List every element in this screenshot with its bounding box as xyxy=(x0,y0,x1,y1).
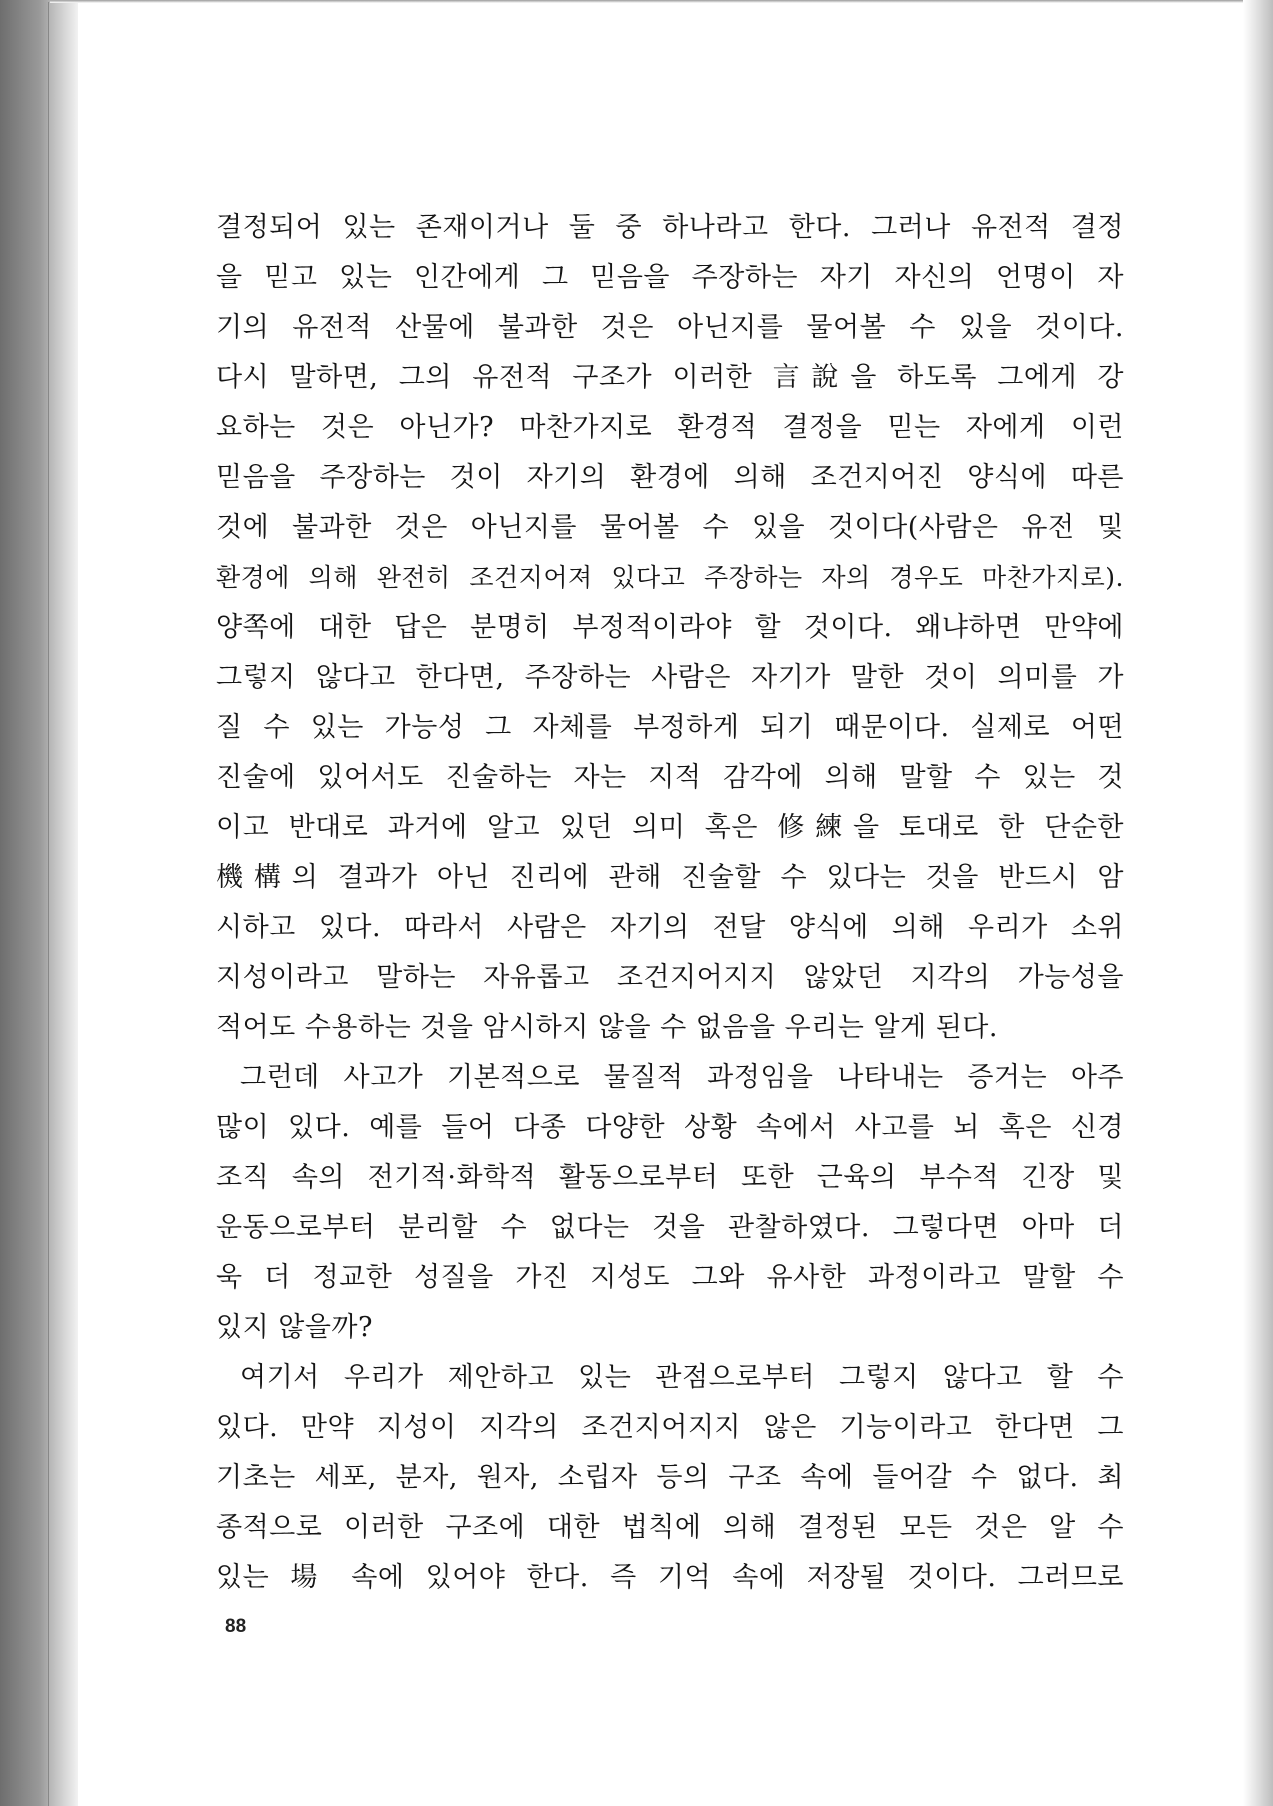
text-line: 그런데 사고가 기본적으로 물질적 과정임을 나타내는 증거는 아주 xyxy=(240,1062,1124,1093)
text-line: 기초는 세포, 분자, 원자, 소립자 등의 구조 속에 들어갈 수 없다. 최 xyxy=(216,1462,1124,1493)
text-line: 운동으로부터 분리할 수 없다는 것을 관찰하였다. 그렇다면 아마 더 xyxy=(216,1212,1124,1243)
text-line: 여기서 우리가 제안하고 있는 관점으로부터 그렇지 않다고 할 수 xyxy=(240,1362,1124,1393)
text-line: 다시 말하면, 그의 유전적 구조가 이러한 言說을 하도록 그에게 강 xyxy=(216,362,1124,393)
text-line: 지성이라고 말하는 자유롭고 조건지어지지 않았던 지각의 가능성을 xyxy=(216,962,1124,993)
text-line: 것에 불과한 것은 아닌지를 물어볼 수 있을 것이다(사람은 유전 및 xyxy=(216,512,1124,543)
text-line: 양쪽에 대한 답은 분명히 부정적이라야 할 것이다. 왜냐하면 만약에 xyxy=(216,612,1124,643)
text-line: 적어도 수용하는 것을 암시하지 않을 수 없음을 우리는 알게 된다. xyxy=(216,1012,998,1043)
text-line: 조직 속의 전기적·화학적 활동으로부터 또한 근육의 부수적 긴장 및 xyxy=(216,1162,1124,1193)
body-text xyxy=(216,203,1124,1603)
text-line: 있다. 만약 지성이 지각의 조건지어지지 않은 기능이라고 한다면 그 xyxy=(216,1412,1124,1443)
text-line: 機構의 결과가 아닌 진리에 관해 진술할 수 있다는 것을 반드시 암 xyxy=(216,862,1124,893)
text-line: 이고 반대로 과거에 알고 있던 의미 혹은 修練을 토대로 한 단순한 xyxy=(216,812,1124,843)
text-line: 을 믿고 있는 인간에게 그 믿음을 주장하는 자기 자신의 언명이 자 xyxy=(216,262,1124,293)
page-spine-shadow xyxy=(48,2,79,1806)
text-line: 믿음을 주장하는 것이 자기의 환경에 의해 조건지어진 양식에 따른 xyxy=(216,462,1124,493)
text-line: 진술에 있어서도 진술하는 자는 지적 감각에 의해 말할 수 있는 것 xyxy=(216,762,1124,793)
page-number: 88 xyxy=(225,1616,247,1637)
text-line: 많이 있다. 예를 들어 다종 다양한 상황 속에서 사고를 뇌 혹은 신경 xyxy=(216,1112,1124,1143)
text-line: 있지 않을까? xyxy=(216,1312,373,1343)
text-line: 요하는 것은 아닌가? 마찬가지로 환경적 결정을 믿는 자에게 이런 xyxy=(216,412,1124,443)
text-line: 욱 더 정교한 성질을 가진 지성도 그와 유사한 과정이라고 말할 수 xyxy=(216,1262,1124,1293)
page-top-edge xyxy=(50,0,1250,3)
page-edge-right xyxy=(1243,0,1273,1806)
text-line: 있는 場 속에 있어야 한다. 즉 기억 속에 저장될 것이다. 그러므로 xyxy=(216,1562,1124,1593)
text-line: 종적으로 이러한 구조에 대한 법칙에 의해 결정된 모든 것은 알 수 xyxy=(216,1512,1124,1543)
text-line: 결정되어 있는 존재이거나 둘 중 하나라고 한다. 그러나 유전적 결정 xyxy=(216,212,1124,243)
text-line: 시하고 있다. 따라서 사람은 자기의 전달 양식에 의해 우리가 소위 xyxy=(216,912,1124,943)
text-line: 기의 유전적 산물에 불과한 것은 아닌지를 물어볼 수 있을 것이다. xyxy=(216,312,1124,343)
text-line: 질 수 있는 가능성 그 자체를 부정하게 되기 때문이다. 실제로 어떤 xyxy=(216,712,1124,743)
text-line: 그렇지 않다고 한다면, 주장하는 사람은 자기가 말한 것이 의미를 가 xyxy=(216,662,1124,693)
text-line: 환경에 의해 완전히 조건지어져 있다고 주장하는 자의 경우도 마찬가지로). xyxy=(216,563,1124,592)
